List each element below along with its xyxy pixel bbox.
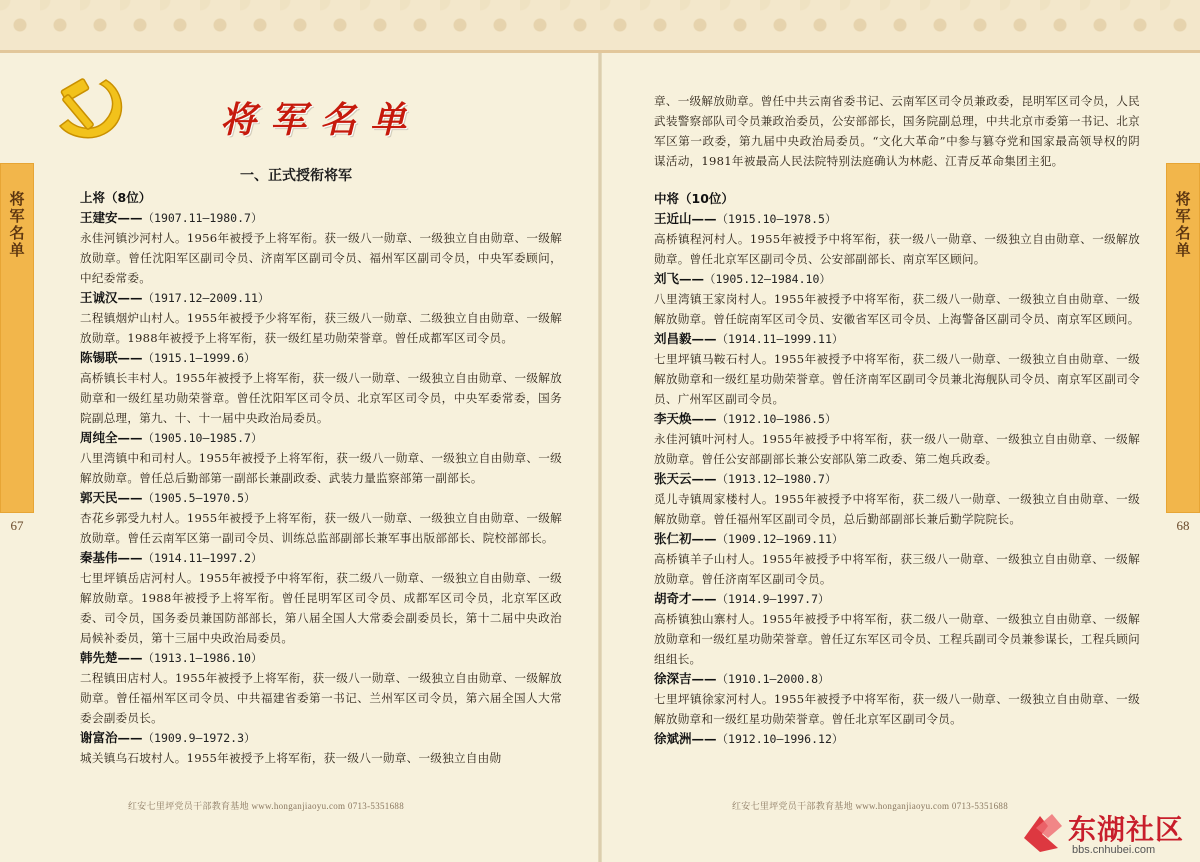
hammer-sickle-emblem-icon — [48, 70, 130, 144]
general-dates: （1905.12—1984.10） — [704, 272, 831, 286]
book-gutter — [598, 53, 602, 862]
general-entry-name — [654, 529, 1140, 549]
general-entry-name — [654, 469, 1140, 489]
general-name: 刘昌毅—— — [654, 331, 717, 346]
general-dates: （1905.10—1985.7） — [142, 431, 263, 445]
general-name: 李天焕—— — [654, 411, 717, 426]
general-bio: 永佳河镇沙河村人。1956年被授予上将军衔。获一级八一勋章、一级独立自由勋章、一级解放勋章。曾任沈阳军区副司令员、济南军区副司令员、福州军区副司令员，中央军委顾问，中纪委常委。 — [80, 231, 562, 285]
section-heading: 一、正式授衔将军 — [240, 168, 352, 184]
side-tab-label: 将军名单 — [1173, 191, 1192, 259]
side-tab-right — [1166, 163, 1200, 533]
site-watermark — [1018, 806, 1200, 862]
general-name: 陈锡联—— — [80, 350, 143, 365]
general-name: 徐斌洲—— — [654, 731, 717, 746]
general-name: 刘飞—— — [654, 271, 705, 286]
general-dates: （1907.11—1980.7） — [142, 211, 263, 225]
general-name: 谢富治—— — [80, 730, 143, 745]
general-bio: 二程镇烟炉山村人。1955年被授予少将军衔，获三级八一勋章、二级独立自由勋章、一级解放勋章。1988年被授予上将军衔，获一级红星功勋荣誉章。曾任成都军区司令员。 — [80, 311, 562, 345]
general-bio: 高桥镇羊子山村人。1955年被授予中将军衔，获三级八一勋章、一级独立自由勋章、一级解放勋章。曾任济南军区副司令员。 — [654, 552, 1140, 586]
rank-heading-zhongjiang: 中将（10位） — [654, 191, 734, 206]
continued-bio-text: 章、一级解放勋章。曾任中共云南省委书记、云南军区司令员兼政委，昆明军区司令员，人民武装警察部队司令员兼政治委员，公安部部长，国务院副总理，中共北京市委第一书记、北京军区第一政委，第九届中央政治局委员。“文化大革命”中参与篡夺党和国家最高领导权的阴谋活动，1981年被最高人民法院特别法庭确认为林彪、江青反革命集团主犯。 — [654, 94, 1140, 168]
general-entry-name — [654, 669, 1140, 689]
general-dates: （1915.1—1999.6） — [142, 351, 256, 365]
side-tab-label: 将军名单 — [7, 191, 26, 259]
watermark-logo-icon — [1018, 808, 1066, 856]
general-dates: （1914.11—1997.2） — [142, 551, 263, 565]
general-dates: （1909.12—1969.11） — [716, 532, 844, 546]
general-dates: （1915.10—1978.5） — [716, 212, 837, 226]
general-dates: （1917.12—2009.11） — [142, 291, 270, 305]
general-name: 王诚汉—— — [80, 290, 143, 305]
general-name: 张天云—— — [654, 471, 717, 486]
general-bio: 七里坪镇马鞍石村人。1955年被授予中将军衔，获二级八一勋章、一级独立自由勋章、一级解放勋章和一级红星功勋荣誉章。曾任济南军区副司令员兼北海舰队司令员、南京军区副司令员、广州军区副司令员。 — [654, 352, 1140, 406]
general-dates: （1913.1—1986.10） — [142, 651, 263, 665]
general-name: 郭天民—— — [80, 490, 143, 505]
general-dates: （1912.10—1996.12） — [716, 732, 844, 746]
right-column — [654, 91, 1140, 749]
general-bio: 八里湾镇王家岗村人。1955年被授予中将军衔，获二级八一勋章、一级独立自由勋章、一级解放勋章。曾任皖南军区司令员、安徽省军区司令员、上海警备区副司令员、南京军区顾问。 — [654, 292, 1140, 326]
general-bio: 永佳河镇叶河村人。1955年被授予中将军衔，获一级八一勋章、一级独立自由勋章、一级解放勋章。曾任公安部副部长兼公安部队第二政委、第二炮兵政委。 — [654, 432, 1140, 466]
side-tab-left — [0, 163, 34, 533]
general-name: 王建安—— — [80, 210, 143, 225]
general-bio: 八里湾镇中和司村人。1955年被授予上将军衔，获一级八一勋章、一级独立自由勋章、一级解放勋章。曾任总后勤部第一副部长兼副政委、武装力量监察部第一副部长。 — [80, 451, 562, 485]
general-entry-name — [654, 409, 1140, 429]
footer-left: 红安七里坪党员干部教育基地 www.honganjiaoyu.com 0713-5351688 — [128, 801, 404, 811]
general-dates: （1914.9—1997.7） — [716, 592, 830, 606]
general-dates: （1905.5—1970.5） — [142, 491, 256, 505]
general-bio: 觅儿寺镇周家楼村人。1955年被授予中将军衔，获二级八一勋章、一级独立自由勋章、一级解放勋章。曾任福州军区副司令员，总后勤部副部长兼后勤学院院长。 — [654, 492, 1140, 526]
footer-right: 红安七里坪党员干部教育基地 www.honganjiaoyu.com 0713-5351688 — [732, 801, 1008, 811]
general-bio: 杏花乡郭受九村人。1955年被授予上将军衔，获一级八一勋章、一级独立自由勋章、一级解放勋章。曾任云南军区第一副司令员、训练总监部副部长兼军事出版部部长、院校部部长。 — [80, 511, 562, 545]
general-entry-name — [654, 729, 1140, 749]
general-dates: （1913.12—1980.7） — [716, 472, 837, 486]
general-dates: （1909.9—1972.3） — [142, 731, 256, 745]
general-bio: 七里坪镇岳店河村人。1955年被授予中将军衔，获二级八一勋章、一级独立自由勋章、一级解放勋章。1988年被授予上将军衔。曾任昆明军区司令员、成都军区司令员，北京军区政委、司令员，国务委员兼国防部部长，第八届全国人大常委会副委员长，第十二届中央政治局候补委员，第十三届中央政治局委员。 — [80, 571, 562, 645]
watermark-url: bbs.cnhubei.com — [1072, 844, 1156, 856]
general-name: 秦基伟—— — [80, 550, 143, 565]
general-bio: 高桥镇程河村人。1955年被授予中将军衔，获一级八一勋章、一级独立自由勋章、一级解放勋章。曾任北京军区副司令员、公安部副部长、南京军区顾问。 — [654, 232, 1140, 266]
general-entry-name — [654, 329, 1140, 349]
general-name: 韩先楚—— — [80, 650, 143, 665]
general-bio: 高桥镇长丰村人。1955年被授予上将军衔，获一级八一勋章、一级独立自由勋章、一级解放勋章和一级红星功勋荣誉章。曾任沈阳军区司令员、北京军区司令员，中央军委常委，国务院副总理，第九、十、十一届中央政治局委员。 — [80, 371, 562, 425]
general-name: 徐深吉—— — [654, 671, 717, 686]
left-column — [80, 188, 562, 768]
page-title: 将军名单 — [220, 100, 421, 141]
general-bio: 高桥镇独山寨村人。1955年被授予中将军衔，获二级八一勋章、一级独立自由勋章、一级解放勋章和一级红星功勋荣誉章。曾任辽东军区司令员、工程兵副司令员兼参谋长，工程兵顾问组组长。 — [654, 612, 1140, 666]
general-name: 周纯全—— — [80, 430, 143, 445]
page-number-right: 68 — [1176, 518, 1190, 533]
general-dates: （1914.11—1999.11） — [716, 332, 844, 346]
general-entry-name — [80, 208, 562, 228]
general-name: 张仁初—— — [654, 531, 717, 546]
general-entry-name — [80, 428, 562, 448]
general-entry-name — [80, 728, 562, 748]
general-entry-name — [80, 488, 562, 508]
decorative-top-border — [0, 0, 1200, 53]
general-bio: 城关镇乌石坡村人。1955年被授予上将军衔，获一级八一勋章、一级独立自由勋 — [80, 751, 502, 765]
general-entry-name — [654, 209, 1140, 229]
watermark-text: 东湖社区 — [1068, 813, 1185, 846]
general-entry-name — [80, 648, 562, 668]
general-name: 胡奇才—— — [654, 591, 717, 606]
general-entry-name — [80, 548, 562, 568]
general-entry-name — [80, 288, 562, 308]
general-entry-name — [654, 589, 1140, 609]
general-bio: 七里坪镇徐家河村人。1955年被授予中将军衔，获一级八一勋章、一级独立自由勋章、一级解放勋章和一级红星功勋荣誉章。曾任北京军区副司令员。 — [654, 692, 1140, 726]
general-entry-name — [80, 348, 562, 368]
general-name: 王近山—— — [654, 211, 717, 226]
spacer — [654, 171, 1140, 189]
page-number-left: 67 — [10, 518, 24, 533]
general-dates: （1910.1—2000.8） — [716, 672, 830, 686]
general-bio: 二程镇田店村人。1955年被授予上将军衔，获一级八一勋章、一级独立自由勋章、一级解放勋章。曾任福州军区司令员、中共福建省委第一书记、兰州军区司令员，第六届全国人大常委会副委员长。 — [80, 671, 562, 725]
general-entry-name — [654, 269, 1140, 289]
rank-heading-shangjiang: 上将（8位） — [80, 190, 152, 205]
general-dates: （1912.10—1986.5） — [716, 412, 837, 426]
